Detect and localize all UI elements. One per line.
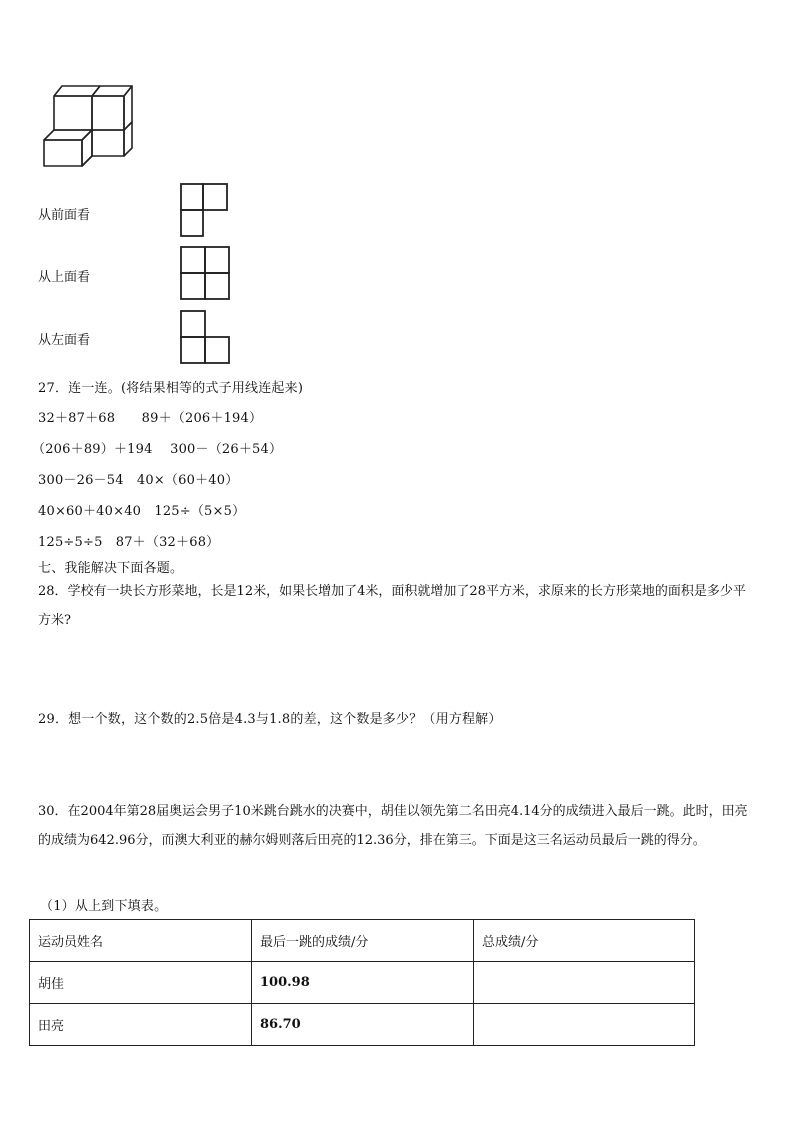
cube-stack-figure <box>38 78 134 170</box>
athlete-name-cell: 田亮 <box>30 1004 252 1046</box>
section-7-heading: 七、我能解决下面各题。 <box>38 561 184 576</box>
table-row <box>30 962 695 1004</box>
top-view-figure <box>180 246 232 302</box>
q28-text: 28．学校有一块长方形菜地，长是12米，如果长增加了4米，面积就增加了28平方米，求原来的长方形菜地的面积是多少平方米? <box>38 584 746 628</box>
q27-row-1: 32＋87＋68 89＋（206＋194） <box>38 411 263 426</box>
q27-title: 27．连一连。(将结果相等的式子用线连起来) <box>38 381 304 396</box>
total-score-cell[interactable] <box>474 1004 695 1046</box>
q27-row-5: 125÷5÷5 87＋（32＋68） <box>38 535 220 550</box>
front-view-figure <box>180 183 230 239</box>
view-label-front: 从前面看 <box>38 208 91 223</box>
left-view-figure <box>180 310 232 366</box>
table-row <box>30 1004 695 1046</box>
view-label-left: 从左面看 <box>38 333 91 348</box>
athlete-name-cell: 胡佳 <box>30 962 252 1004</box>
total-score-cell[interactable] <box>474 962 695 1004</box>
view-label-top: 从上面看 <box>38 270 91 285</box>
header-athlete-name: 运动员姓名 <box>30 920 252 962</box>
q30-text: 30．在2004年第28届奥运会男子10米跳台跳水的决赛中，胡佳以领先第二名田亮4.14分的成绩进入最后一跳。此时，田亮的成绩为642.96分，而澳大利亚的赫尔姆则落后田亮的12.36分，排在第三。下面是这三名运动员最后一跳的得分。 <box>38 804 748 848</box>
header-total-score: 总成绩/分 <box>474 920 695 962</box>
score-table <box>29 919 695 1046</box>
q30-sub1: （1）从上到下填表。 <box>40 899 168 914</box>
header-last-dive-score: 最后一跳的成绩/分 <box>252 920 474 962</box>
table-header-row <box>30 920 695 962</box>
last-dive-score-cell: 86.70 <box>252 1004 474 1046</box>
q29-text: 29．想一个数，这个数的2.5倍是4.3与1.8的差，这个数是多少？（用方程解） <box>38 712 502 727</box>
last-dive-score-cell: 100.98 <box>252 962 474 1004</box>
q27-row-4: 40×60＋40×40 125÷（5×5） <box>38 504 246 519</box>
q27-row-2: （206＋89）＋194 300－（26＋54） <box>32 442 283 457</box>
q27-row-3: 300－26－54 40×（60＋40） <box>38 473 239 488</box>
